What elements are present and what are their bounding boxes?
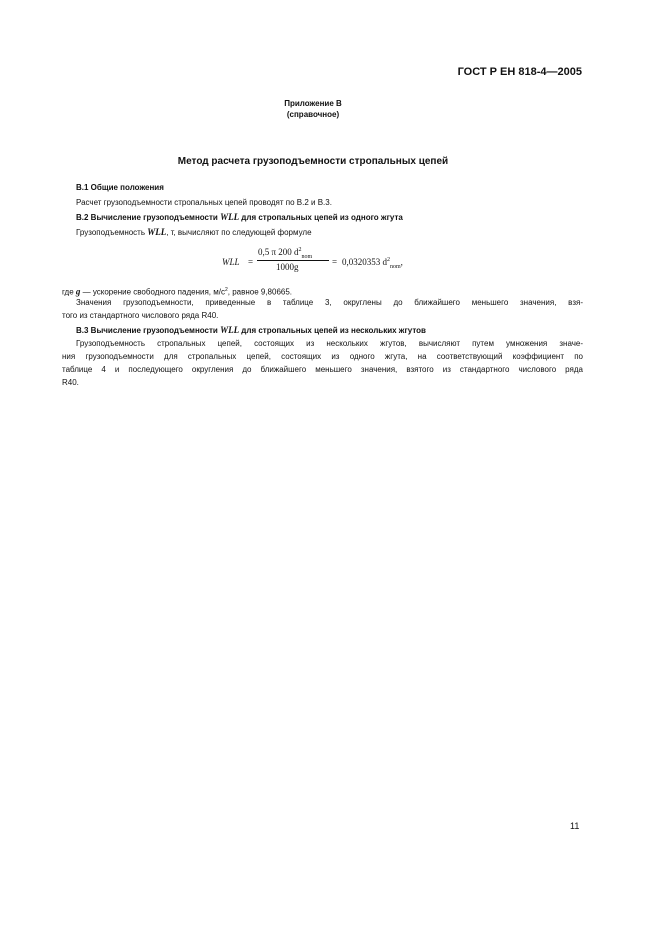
wll-variable: WLL xyxy=(147,227,167,237)
paragraph-line: R40. xyxy=(62,378,79,387)
formula-numerator xyxy=(258,247,312,260)
where-text: — ускорение свободного падения, м/с xyxy=(80,287,225,297)
formula xyxy=(222,247,422,277)
numerator-text: 0,5 π 200 d xyxy=(258,247,299,257)
heading-text: для стропальных цепей из нескольких жгутов xyxy=(239,326,426,335)
page-number: 11 xyxy=(570,821,580,831)
rhs-subscript: nom xyxy=(390,263,401,270)
fraction-bar xyxy=(257,260,329,261)
heading-text: В.2 Вычисление грузоподъемности xyxy=(76,213,221,222)
formula-end: , xyxy=(400,257,403,267)
formula-equals: = xyxy=(332,257,338,267)
wll-variable: WLL xyxy=(220,325,240,335)
section-b2-heading xyxy=(76,212,403,223)
section-b1-heading: В.1 Общие положения xyxy=(76,183,164,192)
paragraph-line: того из стандартного числового ряда R40. xyxy=(62,311,219,320)
wll-variable: WLL xyxy=(220,212,240,222)
formula-rhs xyxy=(342,257,403,270)
appendix-note: (справочное) xyxy=(286,110,340,119)
formula-equals: = xyxy=(248,257,254,267)
section-b1-text: Расчет грузоподъемности стропальных цепей проводят по В.2 и В.3. xyxy=(76,198,332,207)
standard-number: ГОСТ Р ЕН 818-4—2005 xyxy=(457,66,582,78)
document-title: Метод расчета грузоподъемности стропальных цепей xyxy=(177,156,449,167)
formula-lhs: WLL xyxy=(222,257,240,267)
paragraph-line: таблице 4 и последующего округления до ближайшего меньшего значения, взятого из стандартного числового ряда xyxy=(62,365,583,374)
paragraph-line: Грузоподъемность стропальных цепей, состоящих из нескольких жгутов, вычисляют путем умножения значе- xyxy=(76,339,583,348)
section-b2-intro xyxy=(76,227,312,238)
intro-text: , т, вычисляют по следующей формуле xyxy=(166,228,312,237)
where-clause xyxy=(62,285,292,298)
heading-text: В.3 Вычисление грузоподъемности xyxy=(76,326,221,335)
formula-denominator: 1000g xyxy=(276,262,299,272)
intro-text: Грузоподъемность xyxy=(76,228,148,237)
numerator-subscript: nom xyxy=(301,253,313,260)
where-text: , равное 9,80665. xyxy=(227,287,293,297)
heading-text: для стропальных цепей из одного жгута xyxy=(239,213,403,222)
section-b3-heading xyxy=(76,325,426,336)
rhs-exponent: 2 xyxy=(387,257,390,263)
paragraph-line: Значения грузоподъемности, приведенные в таблице 3, округлены до ближайшего меньшего значения, взя- xyxy=(76,298,583,307)
rhs-text: 0,0320353 d xyxy=(342,257,387,267)
numerator-exponent: 2 xyxy=(298,247,302,253)
where-exponent: 2 xyxy=(224,287,228,293)
appendix-title: Приложение В xyxy=(284,99,342,108)
where-text: где xyxy=(62,287,76,297)
g-variable: g xyxy=(75,286,81,297)
paragraph-line: ния грузоподъемности для стропальных цепей, состоящих из одного жгута, на соответствующий коэффициент по xyxy=(62,352,583,361)
